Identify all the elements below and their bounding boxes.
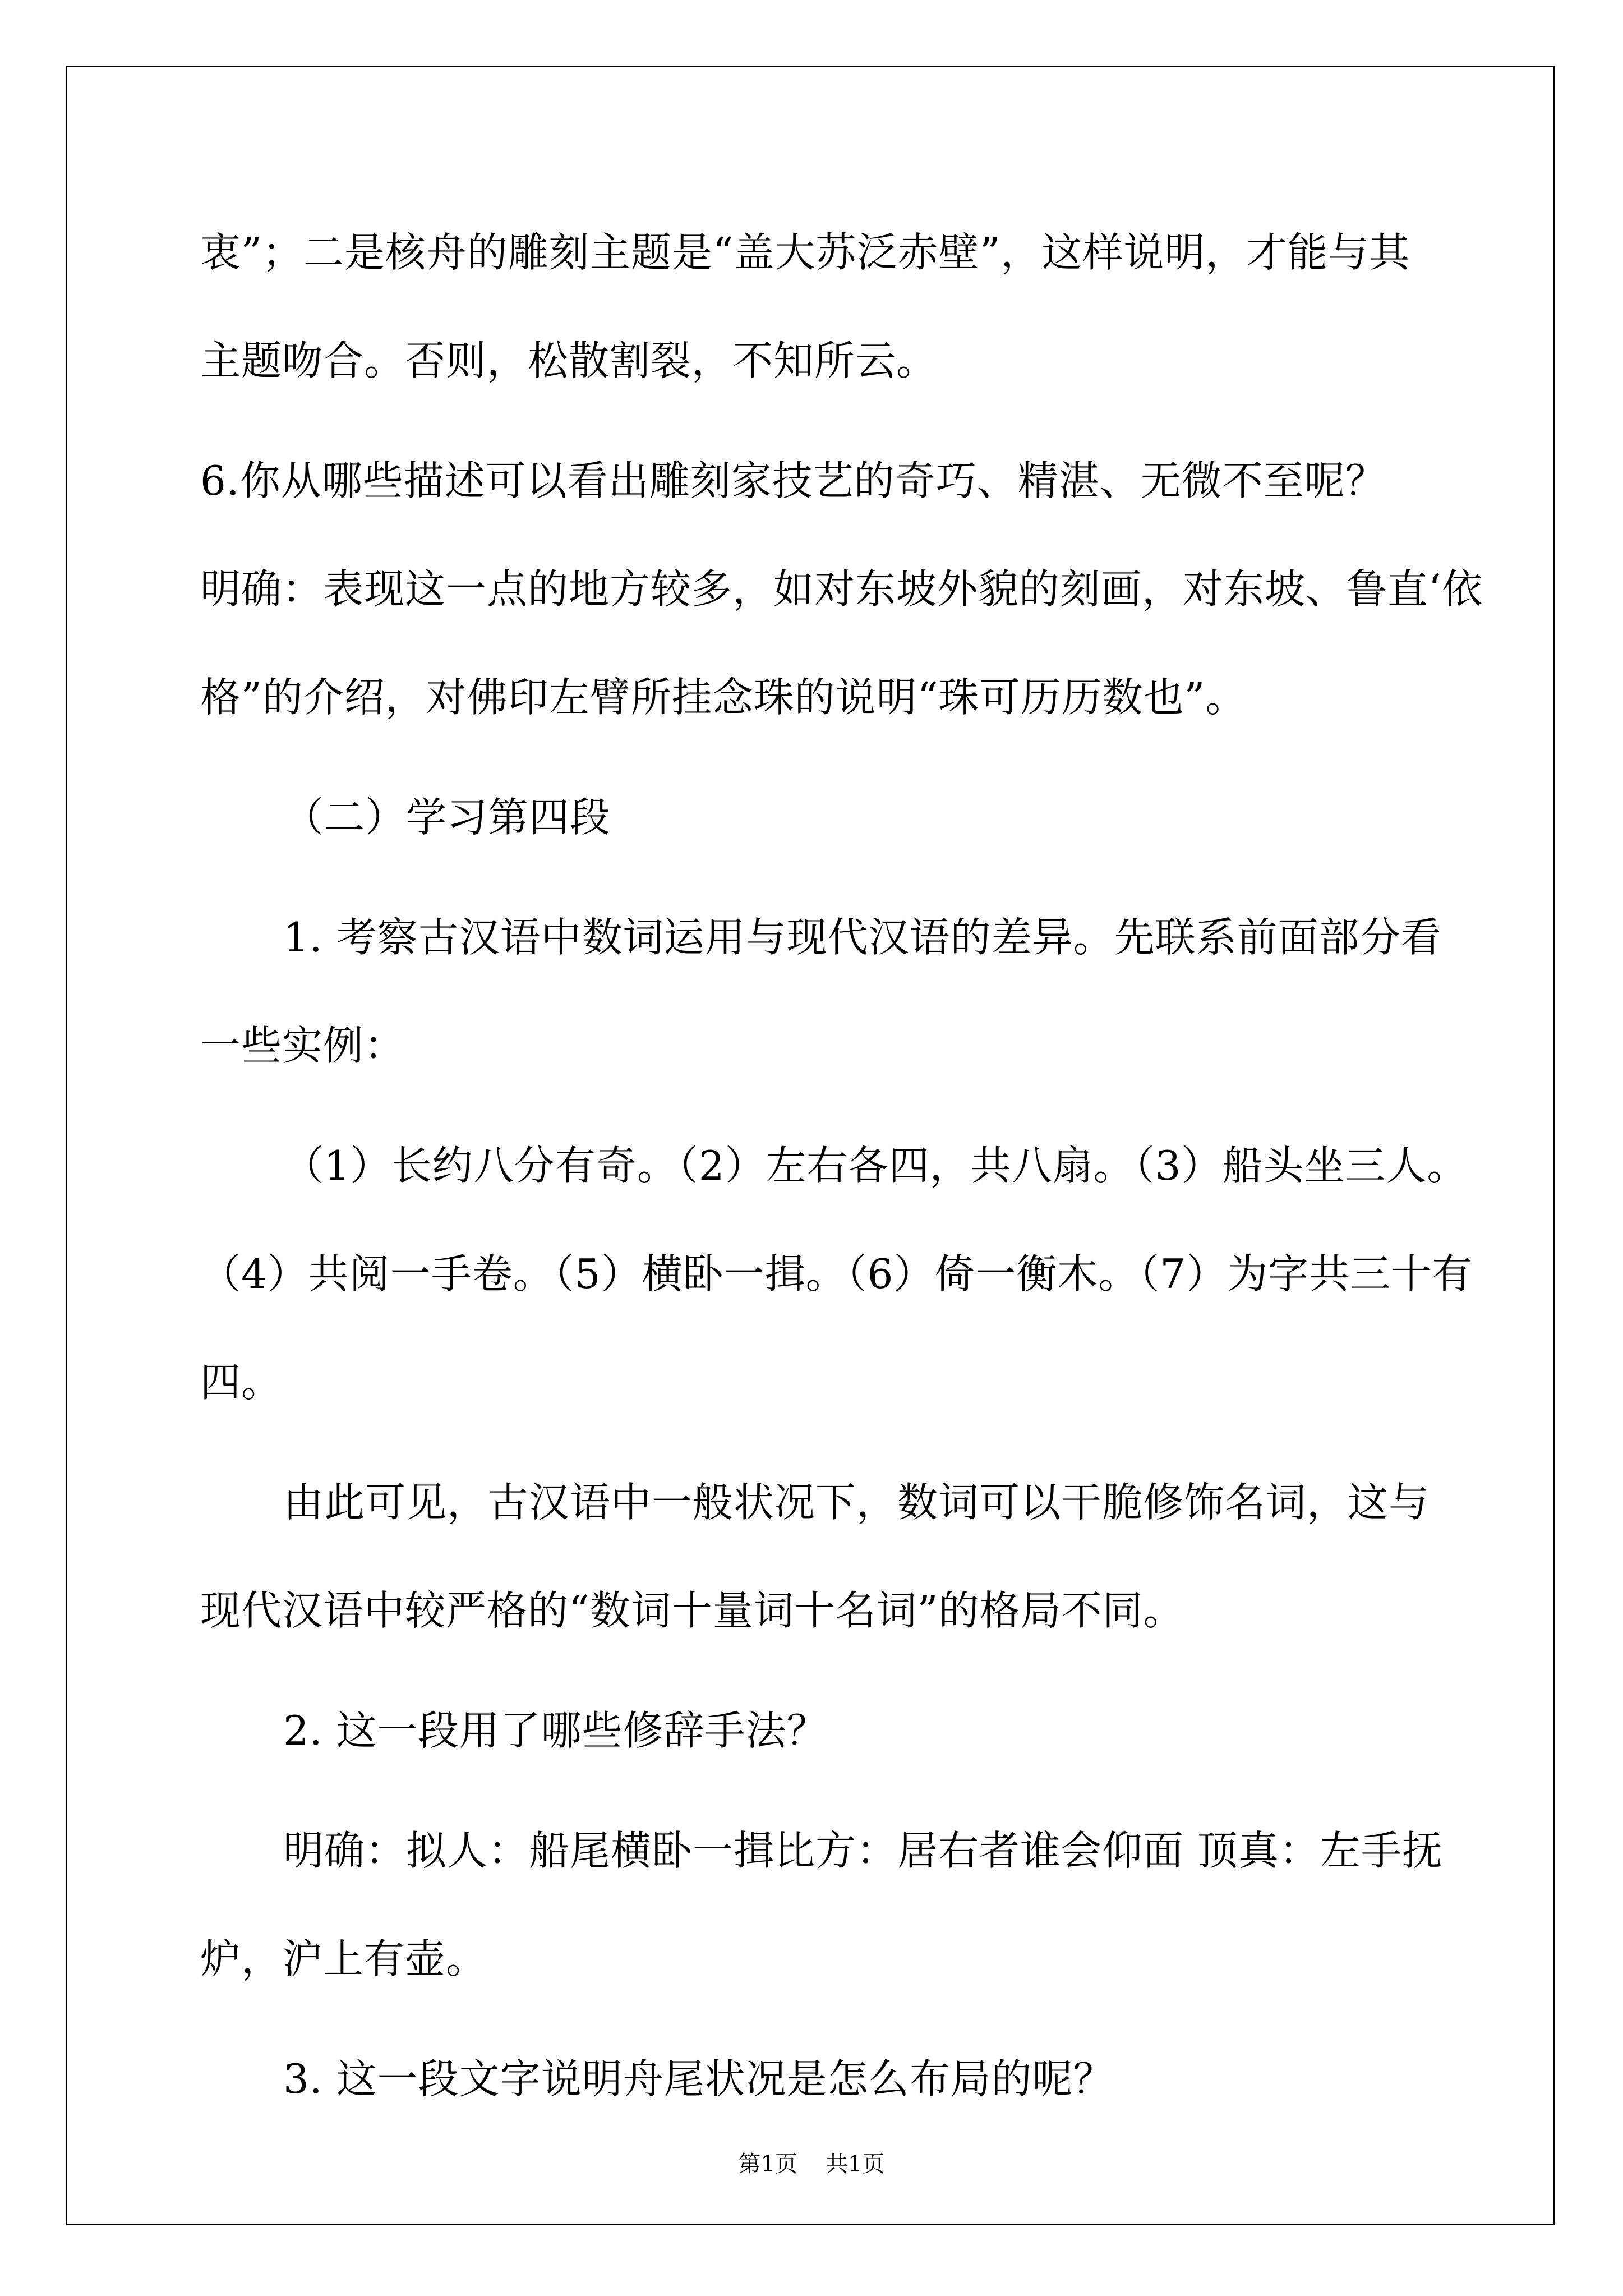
text-line: 格”的介绍，对佛印左臂所挂念珠的说明“珠可历历数也”。	[200, 674, 1247, 721]
question-6: 6.你从哪些描述可以看出雕刻家技艺的奇巧、精湛、无微不至呢？	[200, 457, 1386, 504]
example-line: （4）共阅一手卷。（5）横卧一揖。（6）倚一衡木。（7）为字共三十有	[200, 1250, 1473, 1297]
text-line: 现代汉语中较严格的“数词十量词十名词”的格局不同。	[200, 1587, 1184, 1634]
question-1: 1. 考察古汉语中数词运用与现代汉语的差异。先联系前面部分看	[283, 914, 1442, 961]
text-line: 四。	[200, 1359, 283, 1406]
section-heading: （二）学习第四段	[283, 794, 611, 841]
text-line: 由此可见，古汉语中一般状况下，数词可以干脆修饰名词，这与	[283, 1479, 1430, 1526]
page-footer	[0, 2150, 1623, 2178]
text-line: 一些实例：	[200, 1022, 405, 1069]
text-line: 明确：表现这一点的地方较多，如对东坡外貌的刻画，对东坡、鲁直‘依	[200, 565, 1483, 613]
text-line: 炉，沪上有壶。	[200, 1935, 487, 1982]
question-3: 3. 这一段文字说明舟尾状况是怎么布局的呢？	[283, 2055, 1114, 2102]
text-line: 衷”；二是核舟的雕刻主题是“盖大苏泛赤壁”，这样说明，才能与其	[200, 229, 1410, 276]
page-number: 第1页	[738, 2151, 797, 2177]
text-line: 主题吻合。否则，松散割裂，不知所云。	[200, 337, 938, 384]
answer-line: 明确：拟人：船尾横卧一揖比方：居右者谁会仰面 顶真：左手抚	[283, 1827, 1443, 1874]
example-line: （1）长约八分有奇。（2）左右各四，共八扇。（3）船头坐三人。	[283, 1142, 1468, 1189]
page-total: 共1页	[826, 2151, 885, 2177]
question-2: 2. 这一段用了哪些修辞手法？	[283, 1707, 828, 1754]
